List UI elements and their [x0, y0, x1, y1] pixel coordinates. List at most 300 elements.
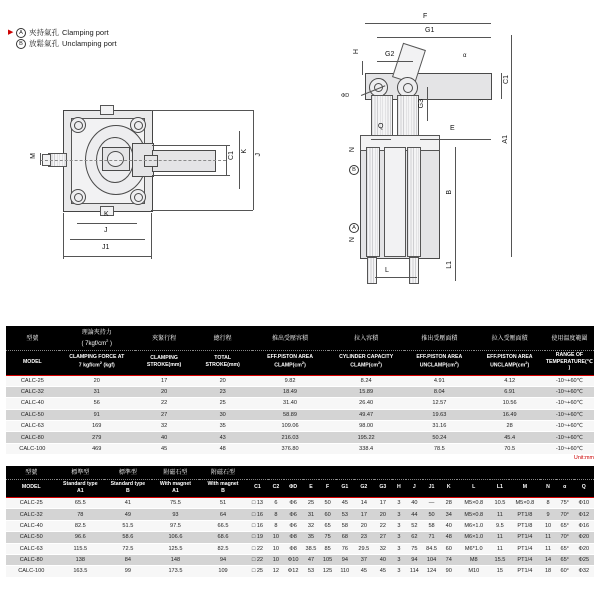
- cell-value: Φ6: [284, 509, 303, 520]
- legend-en-b: Unclamping port: [62, 39, 117, 48]
- table-row: [6, 520, 594, 531]
- dim-label-l: L: [385, 267, 389, 274]
- cell-value: 469: [59, 443, 135, 454]
- cell-value: 20: [135, 386, 194, 397]
- cell-value: 31.40: [252, 398, 328, 409]
- cell-value: 32: [303, 520, 320, 531]
- col-header-cn-5: [247, 466, 268, 480]
- pivot-bolt-right-inner: [403, 83, 413, 93]
- cell-value: 376.80: [252, 443, 328, 454]
- col-header-cn-19: [509, 466, 540, 480]
- cell-value: 53: [336, 509, 354, 520]
- cell-value: 53: [303, 566, 320, 577]
- col-header-en-3: TOTAL STROKE(mm): [193, 351, 252, 376]
- col-header-cn-17: [457, 466, 490, 480]
- col-header-cn-13: [392, 466, 406, 480]
- cell-value: □ 19: [247, 532, 268, 543]
- col-header-cn-14: [406, 466, 423, 480]
- cell-value: 27: [374, 532, 392, 543]
- cell-value: □ 16: [247, 520, 268, 531]
- cell-value: -10~+60℃: [545, 432, 594, 443]
- col-header-en-5: C1: [247, 480, 268, 498]
- col-header-cn-0: 型號: [6, 326, 59, 351]
- cell-value: 115.5: [57, 543, 105, 554]
- cell-value: 9.5: [490, 520, 509, 531]
- col-header-en-18: L1: [490, 480, 509, 498]
- cell-value: 49: [104, 509, 152, 520]
- table-row: [6, 386, 594, 397]
- cell-value: 84.5: [423, 543, 441, 554]
- dim-label-j-vert: J: [255, 153, 262, 157]
- corner-bolt-tl-inner: [74, 121, 83, 130]
- cell-value: 124: [423, 566, 441, 577]
- corner-bolt-br-inner: [134, 193, 143, 202]
- cell-value: 20: [354, 520, 374, 531]
- cell-value: Φ6: [284, 520, 303, 531]
- cell-value: PT1/4: [509, 543, 540, 554]
- cell-value: 3: [392, 566, 406, 577]
- dim-label-b: B: [446, 190, 453, 195]
- cell-value: 11: [540, 543, 555, 554]
- cell-value: 10: [268, 543, 283, 554]
- cell-value: 75.5: [152, 498, 200, 509]
- cell-value: 15.5: [490, 554, 509, 565]
- left-elevation-drawing: [30, 105, 290, 285]
- cell-value: 41: [104, 498, 152, 509]
- legend-cn-a: 夾持氣孔: [29, 28, 59, 37]
- col-header-en-6: C2: [268, 480, 283, 498]
- cell-value: M5×0.8: [509, 498, 540, 509]
- col-header-cn-8: [303, 466, 320, 480]
- cell-value: 3: [392, 543, 406, 554]
- col-header-en-8: RANGE OF TEMPERATURE(℃ ): [545, 351, 594, 376]
- cell-value: 27: [135, 409, 194, 420]
- cell-value: 65°: [556, 543, 574, 554]
- dim-line-b: [455, 147, 456, 257]
- cell-value: 3: [392, 498, 406, 509]
- port-marker-a: A: [349, 223, 359, 233]
- cell-value: 31.16: [404, 421, 474, 432]
- cell-value: 22: [374, 520, 392, 531]
- legend-item-b: [8, 38, 117, 49]
- cell-value: PT1/4: [509, 532, 540, 543]
- cell-value: 25: [193, 398, 252, 409]
- col-header-en-10: G1: [336, 480, 354, 498]
- cell-model: CALC-40: [6, 520, 57, 531]
- table1-header-en-row: [6, 351, 594, 376]
- cell-value: Φ8: [284, 543, 303, 554]
- cell-value: 60: [440, 543, 457, 554]
- cell-value: 12: [268, 566, 283, 577]
- cell-value: 44: [406, 509, 423, 520]
- cell-value: 10: [540, 520, 555, 531]
- cell-value: 8.24: [328, 375, 404, 386]
- dim-line-j: [70, 239, 145, 240]
- cell-value: 279: [59, 432, 135, 443]
- cell-value: 9: [540, 509, 555, 520]
- leader-j-vert-bot: [151, 210, 253, 211]
- dim-label-k-vert: K: [241, 149, 248, 154]
- cell-value: 45: [374, 566, 392, 577]
- dim-ext-j1-left: [63, 213, 64, 259]
- specification-table-1: [6, 326, 594, 455]
- cell-value: 31: [59, 386, 135, 397]
- cell-value: 14: [540, 554, 555, 565]
- right-section-drawing: [341, 13, 595, 290]
- cell-value: 58.89: [252, 409, 328, 420]
- cell-value: 68: [336, 532, 354, 543]
- cell-value: 3: [392, 554, 406, 565]
- cell-value: 60: [319, 509, 336, 520]
- cell-value: 75: [319, 532, 336, 543]
- cell-value: 169: [59, 421, 135, 432]
- dim-label-l1: L1: [446, 261, 453, 269]
- cell-value: 125: [319, 566, 336, 577]
- cell-value: 6: [268, 498, 283, 509]
- cell-value: M5×0.8: [457, 498, 490, 509]
- dim-label-c1-right: C1: [503, 75, 510, 84]
- dim-line-h: [362, 61, 363, 75]
- col-header-cn-22: [574, 466, 594, 480]
- cell-value: 20: [374, 509, 392, 520]
- cell-value: PT1/8: [509, 509, 540, 520]
- cell-model: CALC-50: [6, 532, 57, 543]
- cell-value: 15.89: [328, 386, 404, 397]
- table-row: [6, 443, 594, 454]
- cell-value: -10~+60℃: [545, 386, 594, 397]
- legend-en-a: Clamping port: [62, 28, 109, 37]
- dim-label-m: M: [30, 153, 37, 159]
- cell-value: 104: [423, 554, 441, 565]
- legend-arrow-icon: ▶: [8, 29, 14, 36]
- col-header-cn-6: [268, 466, 283, 480]
- cell-value: 8: [540, 498, 555, 509]
- cell-value: 65°: [556, 554, 574, 565]
- cell-value: M10: [457, 566, 490, 577]
- cell-value: 17: [354, 509, 374, 520]
- cell-value: 99: [104, 566, 152, 577]
- cell-value: —: [423, 498, 441, 509]
- cell-value: 74: [440, 554, 457, 565]
- cell-value: 34: [440, 509, 457, 520]
- col-header-cn-6: 推出受壓面積: [404, 326, 474, 351]
- cell-value: 148: [152, 554, 200, 565]
- cell-value: M6×1.0: [457, 532, 490, 543]
- cell-value: 11: [540, 532, 555, 543]
- table-row: [6, 409, 594, 420]
- cell-value: □ 22: [247, 543, 268, 554]
- cell-value: Φ32: [574, 566, 594, 577]
- cell-value: 93: [152, 509, 200, 520]
- dim-line-q: [371, 139, 391, 140]
- cell-model: CALC-25: [6, 375, 59, 386]
- cell-value: 50: [423, 509, 441, 520]
- cell-value: 20: [59, 375, 135, 386]
- cell-value: 4.12: [474, 375, 544, 386]
- col-header-en-3: With magnet A1: [152, 480, 200, 498]
- cell-value: 71: [423, 532, 441, 543]
- cell-value: 20: [193, 375, 252, 386]
- cell-value: 45: [336, 498, 354, 509]
- cell-value: 32: [374, 543, 392, 554]
- cell-value: 94: [406, 554, 423, 565]
- cell-value: □ 25: [247, 566, 268, 577]
- cell-model: CALC-100: [6, 566, 57, 577]
- cell-value: 97.5: [152, 520, 200, 531]
- cell-value: 72.5: [104, 543, 152, 554]
- cell-value: 8: [268, 520, 283, 531]
- cell-value: 66.5: [199, 520, 247, 531]
- dim-label-g1: G1: [425, 27, 435, 34]
- port-marker-b: B: [349, 165, 359, 175]
- cell-value: 3: [392, 509, 406, 520]
- dim-line-k-vert: [239, 131, 240, 189]
- dim-line-m: [40, 153, 41, 165]
- cell-value: 216.03: [252, 432, 328, 443]
- cell-value: -10~+60℃: [545, 443, 594, 454]
- cell-value: -10~+60℃: [545, 375, 594, 386]
- col-header-cn-4: 附磁石型: [199, 466, 247, 480]
- col-header-cn-3: 附磁石型: [152, 466, 200, 480]
- cell-value: 31: [303, 509, 320, 520]
- table-row: [6, 554, 594, 565]
- cell-value: Φ20: [574, 532, 594, 543]
- cell-value: Φ8: [284, 532, 303, 543]
- cell-value: 82.5: [57, 520, 105, 531]
- cell-value: 62: [406, 532, 423, 543]
- unit-note: Unit:mm: [573, 455, 594, 461]
- cell-value: 9.82: [252, 375, 328, 386]
- col-header-cn-1: 標準型: [57, 466, 105, 480]
- shaft-tip: [144, 155, 158, 167]
- col-header-cn-7: 拉入受壓面積: [474, 326, 544, 351]
- cell-value: 47: [303, 554, 320, 565]
- cell-value: 49.47: [328, 409, 404, 420]
- cell-value: 11: [490, 532, 509, 543]
- cell-value: -10~+60℃: [545, 421, 594, 432]
- cell-model: CALC-80: [6, 432, 59, 443]
- leader-j-vert-top: [151, 110, 253, 111]
- col-header-en-0: MODEL: [6, 351, 59, 376]
- col-header-en-12: G3: [374, 480, 392, 498]
- dim-line-e: [420, 139, 491, 140]
- dim-label-c1: C1: [228, 151, 235, 160]
- dim-label-n-top: N: [349, 147, 356, 153]
- cell-value: 109.06: [252, 421, 328, 432]
- col-header-en-5: CYLINDER CAPACITY $CLAMP(cm^2)$: [328, 351, 404, 376]
- cell-value: 22: [135, 398, 194, 409]
- cell-value: 114: [406, 566, 423, 577]
- table-row: [6, 398, 594, 409]
- cell-value: 23: [354, 532, 374, 543]
- cell-value: 11: [490, 543, 509, 554]
- dim-line-g3: [427, 87, 428, 121]
- col-header-en-17: L: [457, 480, 490, 498]
- table2-body: [6, 498, 594, 578]
- dim-line-l: [375, 277, 417, 278]
- col-header-cn-0: 型號: [6, 466, 57, 480]
- cell-value: Φ10: [574, 498, 594, 509]
- col-header-cn-4: 推出受壓容積: [252, 326, 328, 351]
- shaft-rod: [152, 150, 216, 172]
- cell-value: 18: [540, 566, 555, 577]
- cell-value: 17: [135, 375, 194, 386]
- col-header-cn-1: 理論夾持力 ( $7kgf/cm^2$ ): [59, 326, 135, 351]
- cell-value: 3: [392, 532, 406, 543]
- cell-value: M8: [457, 554, 490, 565]
- cell-value: 64: [199, 509, 247, 520]
- col-header-en-1: Standard type A1: [57, 480, 105, 498]
- cell-model: CALC-40: [6, 398, 59, 409]
- cell-model: CALC-80: [6, 554, 57, 565]
- dim-line-a1: [511, 35, 512, 257]
- dim-line-k: [77, 223, 137, 224]
- cell-value: 30: [193, 409, 252, 420]
- col-header-en-15: J1: [423, 480, 441, 498]
- table2-header-cn-row: [6, 466, 594, 480]
- col-header-en-21: α: [556, 480, 574, 498]
- cell-value: 52: [406, 520, 423, 531]
- dim-label-j: J: [104, 227, 108, 234]
- cell-value: 94: [336, 554, 354, 565]
- cell-value: 8.04: [404, 386, 474, 397]
- corner-bolt-tr-inner: [134, 121, 143, 130]
- cell-value: 78.5: [404, 443, 474, 454]
- cell-model: CALC-63: [6, 543, 57, 554]
- cell-value: 78: [57, 509, 105, 520]
- dim-label-k: K: [104, 211, 109, 218]
- legend-mark-a: A: [16, 28, 26, 38]
- cell-value: 65.5: [57, 498, 105, 509]
- cell-model: CALC-50: [6, 409, 59, 420]
- cell-value: 38.5: [303, 543, 320, 554]
- cell-value: 48: [193, 443, 252, 454]
- dim-label-phi-d: ΦD: [341, 93, 350, 99]
- dim-label-a1: A1: [502, 135, 509, 144]
- cell-value: 58: [423, 520, 441, 531]
- col-header-en-14: J: [406, 480, 423, 498]
- cell-value: 32: [135, 421, 194, 432]
- cell-value: 75°: [556, 498, 574, 509]
- link-bar-2: [397, 95, 419, 137]
- col-header-cn-18: [490, 466, 509, 480]
- dim-line-j-vert: [253, 110, 254, 210]
- cell-value: 19.63: [404, 409, 474, 420]
- cell-value: 58: [336, 520, 354, 531]
- cell-value: 51: [199, 498, 247, 509]
- dimension-table-2: [6, 466, 594, 578]
- col-header-cn-15: [423, 466, 441, 480]
- cell-value: 106.6: [152, 532, 200, 543]
- cell-value: 65°: [556, 520, 574, 531]
- dim-label-q: Q: [378, 123, 384, 130]
- dim-ext-j1-right: [151, 213, 152, 259]
- cell-value: 10: [268, 532, 283, 543]
- col-header-en-11: G2: [354, 480, 374, 498]
- legend-cn-b: 放鬆氣孔: [29, 39, 59, 48]
- cell-value: 40: [440, 520, 457, 531]
- cell-value: 70°: [556, 532, 574, 543]
- cell-value: 70.5: [474, 443, 544, 454]
- cell-value: 84: [104, 554, 152, 565]
- table-row: [6, 543, 594, 554]
- cell-value: 75: [406, 543, 423, 554]
- cell-value: 8: [268, 509, 283, 520]
- cell-value: 12.57: [404, 398, 474, 409]
- table-row: [6, 421, 594, 432]
- col-header-en-16: K: [440, 480, 457, 498]
- col-header-cn-5: 拉入容積: [328, 326, 404, 351]
- cell-value: 68.6: [199, 532, 247, 543]
- col-header-cn-12: [374, 466, 392, 480]
- port-legend: [8, 27, 117, 49]
- cell-value: 45: [354, 566, 374, 577]
- cell-value: 40: [406, 498, 423, 509]
- cell-model: CALC-63: [6, 421, 59, 432]
- horizontal-centerline: [40, 160, 226, 161]
- cell-value: 50: [319, 498, 336, 509]
- cell-value: 6.91: [474, 386, 544, 397]
- cell-value: 65: [319, 520, 336, 531]
- table-row: [6, 532, 594, 543]
- cell-value: 45.4: [474, 432, 544, 443]
- dim-label-alpha: α: [463, 53, 467, 59]
- col-header-en-4: With magnet B: [199, 480, 247, 498]
- cell-value: Φ10: [284, 554, 303, 565]
- table-row: [6, 375, 594, 386]
- cell-value: 10.5: [490, 498, 509, 509]
- cell-value: 23: [193, 386, 252, 397]
- cell-value: PT1/4: [509, 566, 540, 577]
- col-header-en-19: M: [509, 480, 540, 498]
- cylinder-wall-left: [366, 147, 380, 257]
- cell-value: Φ20: [574, 543, 594, 554]
- cell-value: 45: [135, 443, 194, 454]
- cell-value: 3: [392, 520, 406, 531]
- legend-item-a: [8, 27, 117, 38]
- leader-c1-bot: [152, 175, 230, 176]
- top-tab: [100, 105, 114, 115]
- cell-value: 37: [354, 554, 374, 565]
- cell-value: 110: [336, 566, 354, 577]
- cell-value: 35: [303, 532, 320, 543]
- col-header-en-13: H: [392, 480, 406, 498]
- col-header-en-8: E: [303, 480, 320, 498]
- dim-line-c1-right: [501, 73, 502, 99]
- col-header-cn-16: [440, 466, 457, 480]
- cell-value: 40: [374, 554, 392, 565]
- cell-value: 43: [193, 432, 252, 443]
- cell-value: PT1/4: [509, 554, 540, 565]
- cell-model: CALC-25: [6, 498, 57, 509]
- cell-value: 195.22: [328, 432, 404, 443]
- cell-value: Φ16: [574, 520, 594, 531]
- dim-line-g1: [377, 37, 491, 38]
- cell-value: □ 13: [247, 498, 268, 509]
- legend-mark-b: B: [16, 39, 26, 49]
- col-header-en-7: ΦD: [284, 480, 303, 498]
- col-header-cn-2: 夾緊行程: [135, 326, 194, 351]
- col-header-en-1: CLAMPING FORCE AT 7 kgf/$cm^2$ (kgf): [59, 351, 135, 376]
- dim-line-j1: [63, 256, 151, 257]
- table1-body: [6, 375, 594, 455]
- cell-value: 50.24: [404, 432, 474, 443]
- cell-value: 76: [336, 543, 354, 554]
- cell-value: 56: [59, 398, 135, 409]
- cell-value: 105: [319, 554, 336, 565]
- cell-value: 11: [490, 509, 509, 520]
- col-header-en-20: N: [540, 480, 555, 498]
